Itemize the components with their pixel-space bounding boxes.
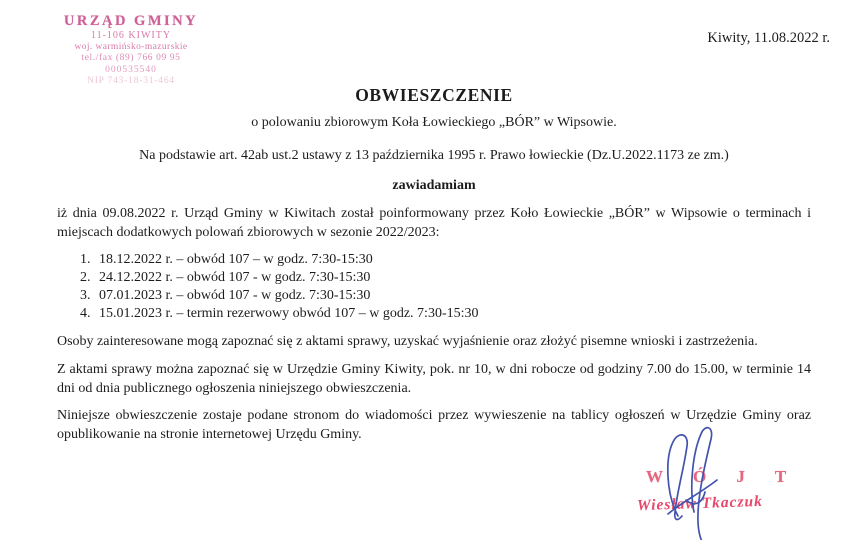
mayor-title-stamp: W Ó J T (646, 467, 800, 486)
stamp-postal-code: 11-106 KIWITY (90, 30, 172, 41)
list-item-text: 15.01.2023 r. – termin rezerwowy obwód 107 – w godz. 7:30-15:30 (99, 306, 479, 321)
list-item (80, 305, 811, 323)
document-title: OBWIESZCZENIE (355, 85, 513, 105)
list-item-text: 07.01.2023 r. – obwód 107 - w godz. 7:30-15:30 (99, 288, 371, 303)
list-item (80, 269, 811, 287)
notify-word: zawiadamiam (392, 178, 476, 193)
mayor-name-stamp: Wiesław Tkaczuk (636, 492, 764, 515)
list-item-number: 3. (80, 288, 91, 303)
list-item (80, 287, 811, 305)
office-ink-stamp (36, 13, 226, 88)
stamp-voivodeship: woj. warmińsko-mazurskie (74, 41, 188, 52)
paragraph-access: Z aktami sprawy można zapoznać się w Urzędzie Gminy Kiwity, pok. nr 10, w dni robocze od godziny 7.00 do 15.00, w terminie 14 dni od dnia publicznego ogłoszenia niniejszego obwieszczenia. (57, 362, 811, 396)
legal-basis-line: Na podstawie art. 42ab ust.2 ustawy z 13 października 1995 r. Prawo łowieckie (Dz.U.2022.1173 ze zm.) (139, 148, 729, 163)
list-item (80, 251, 811, 269)
signature-block (620, 415, 840, 540)
paragraph-rights: Osoby zainteresowane mogą zapoznać się z aktami sprawy, uzyskać wyjaśnienie oraz złożyć pisemne wnioski i zastrzeżenia. (57, 334, 758, 349)
list-item-text: 24.12.2022 r. – obwód 107 - w godz. 7:30-15:30 (99, 270, 371, 285)
list-item-text: 18.12.2022 r. – obwód 107 – w godz. 7:30-15:30 (99, 252, 373, 267)
stamp-phone: tel./fax (89) 766 09 95 (81, 53, 181, 63)
list-item-number: 2. (80, 270, 91, 285)
list-item-number: 4. (80, 306, 91, 321)
list-item-number: 1. (80, 252, 91, 267)
stamp-office-name: URZĄD GMINY (63, 13, 199, 29)
stamp-regon: 000535540 (105, 64, 157, 75)
paragraph-publication: Niniejsze obwieszczenie zostaje podane stronom do wiadomości przez wywieszenie na tablicy ogłoszeń w Urzędzie Gminy oraz opublikowanie na stronie internetowej Urzędu Gminy. (57, 408, 811, 442)
hunt-dates-list (57, 251, 811, 323)
stamp-nip: NIP 743-18-31-464 (87, 76, 175, 86)
place-and-date: Kiwity, 11.08.2022 r. (707, 30, 830, 46)
intro-paragraph: iż dnia 09.08.2022 r. Urząd Gminy w Kiwitach został poinformowany przez Koło Łowieckie „BÓR” w Wipsowie o terminach i miejscach dodatkowych polowań zbiorowych w sezonie 2022/2023: (57, 206, 811, 240)
document-body (57, 85, 811, 444)
document-subtitle: o polowaniu zbiorowym Koła Łowieckiego „BÓR” w Wipsowie. (251, 115, 617, 130)
handwritten-signature-ink (642, 416, 752, 540)
